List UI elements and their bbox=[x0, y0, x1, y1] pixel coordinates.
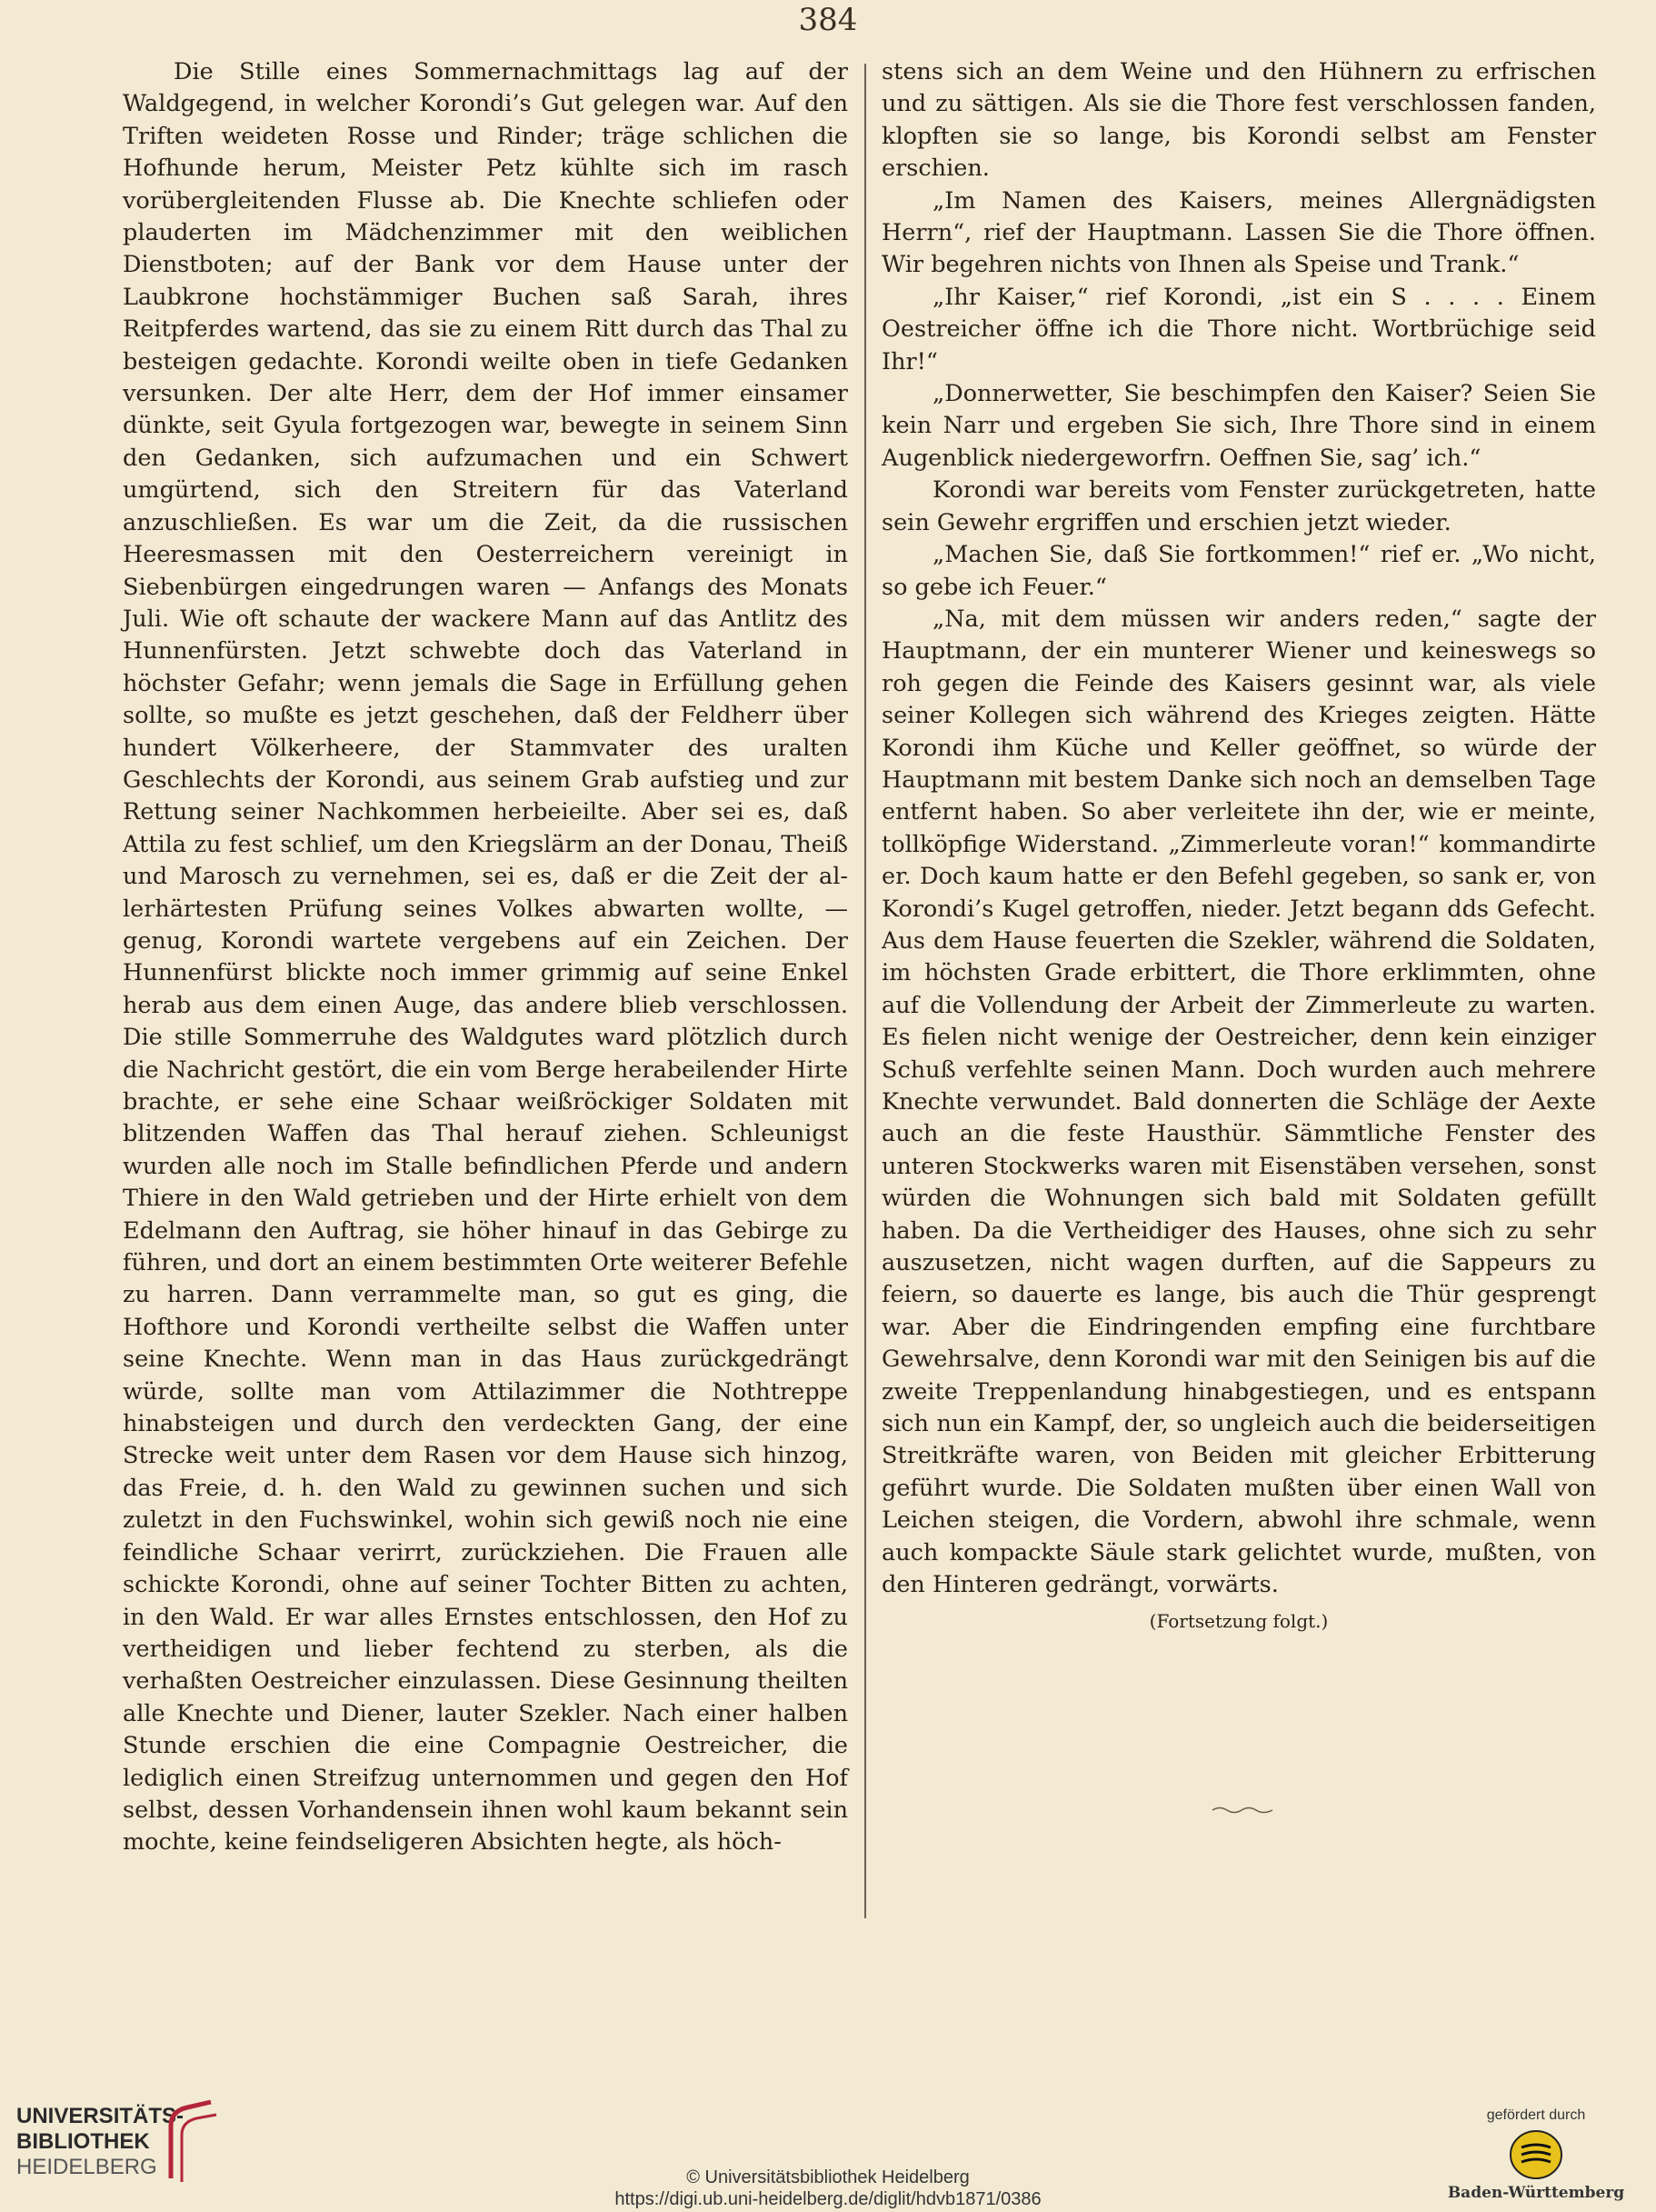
paragraph: „Ihr Kaiser,“ rief Korondi, „ist ein S . . . . Einem Oestreicher öffne ich die Thore nicht. Wortbrüchige seid Ihr!“ bbox=[882, 283, 1596, 375]
footer-credits bbox=[0, 2167, 1656, 2210]
paragraph: „Na, mit dem müssen wir anders reden,“ sagte der Hauptmann, der ein munterer Wiener und keineswegs so roh gegen die Feinde des Kaisers gesinnt war, als viele seiner Kollegen sich während des Krieges zeigten. Hätte Korondi ihm Küche und Keller geöffnet, so würde der Hauptmann mit bestem Danke sich noch an demselben Tage entfernt haben. So aber verleitete ihn der, wie er meinte, tollköpfige Widerstand. „Zimmerleute voran!“ kommandirte er. Doch kaum hatte er den Befehl gegeben, so sank er, von Korondi’s Kugel getroffen, nieder. Jetzt begann dds Gefecht. Aus dem Hause feuerten die Szekler, während die Soldaten, im höchsten Grade erbittert, die Thore erklimmten, ohne auf die Vollendung der Arbeit der Zimmerleute zu warten. Es fielen nicht wenige der Oestreicher, denn kein einziger Schuß verfehlte seinen Mann. Doch wurden auch mehrere Knechte verwundet. Bald donnerten die Schläge der Aexte auch an die feste Hausthür. Sämmtliche Fenster des unteren Stockwerks waren mit Eisenstäben versehen, sonst würden die Wohnungen sich bald mit Soldaten gefüllt haben. Da die Vertheidiger des Hauses, ohne sich zu sehr auszusetzen, nicht wagen durften, auf die Sappeurs zu feiern, so dauerte es lange, bis auch die Thür gesprengt war. Aber die Eindringenden empfing eine furchtbare Gewehrsalve, denn Korondi war mit den Seinigen bis auf die zweite Treppenlandung hinabgestiegen, und es entspann sich nun ein Kampf, der, so ungleich auch die beiderseitigen Streitkräfte waren, von Beiden mit gleicher Erbitterung geführt wurde. Die Soldaten mußten über einen Wall von Leichen steigen, die Vordern, abwohl ihre schmale, wenn auch kompackte Säule stark gelichtet wurde, mußten, von den Hinteren gedrängt, vorwärts. bbox=[882, 605, 1596, 1599]
paragraph: Die Stille eines Sommernachmittags lag auf der Waldgegend, in welcher Korondi’s Gut gelegen war. Auf den Triften weideten Rosse und Rinder; träge schlichen die Hofhunde herum, Meister Petz kühlte sich im rasch vorübergleitenden Flusse ab. Die Knechte schliefen oder plauderten im Mädchenzimmer mit den weiblichen Dienstboten; auf der Bank vor dem Hause unter der Laubkrone hochstämmiger Buchen saß Sarah, ihres Reitpferdes wartend, das sie zu einem Ritt durch das Thal zu besteigen gedachte. Korondi weilte oben in tiefe Gedanken versunken. Der alte Herr, dem der Hof immer einsamer dünkte, seit Gyula fortgezogen war, bewegte in seinem Sinn den Gedanken, sich aufzumachen und ein Schwert umgürtend, sich den Streitern für das Vaterland anzuschließen. Es war um die Zeit, da die russischen Heeresmassen mit den Oesterreichern vereinigt in Siebenbürgen eingedrungen waren — Anfangs des Monats Juli. Wie oft schaute der wackere Mann auf das Antlitz des Hunnenfürsten. Jetzt schwebte doch das Vaterland in höchster Gefahr; wenn jemals die Sage in Erfüllung gehen sollte, so mußte es jetzt geschehen, daß der Feldherr über hundert Völkerheere, der Stammvater des uralten Geschlechts der Korondi, aus seinem Grab aufstieg und zur Rettung seiner Nachkommen herbeieilte. Aber sei es, daß Attila zu fest schlief, um den Kriegslärm an der Donau, Theiß und Marosch zu vernehmen, sei es, daß er die Zeit der allerhärtesten Prüfung seines Volkes abwarten wollte, — genug, Korondi wartete vergebens auf ein Zeichen. Der Hunnenfürst blickte noch immer grimmig auf seine Enkel herab aus dem einen Auge, das andere blieb verschlossen. Die stille Sommerruhe des Waldgutes ward plötzlich durch die Nachricht gestört, die ein vom Berge herabeilender Hirte brachte, er sehe eine Schaar weißröckiger Soldaten mit blitzenden Waffen das Thal herauf ziehen. Schleunigst wurden alle noch im Stalle befindlichen Pferde und andern Thiere in den Wald getrieben und der Hirte erhielt von dem Edelmann den Auftrag, sie höher hinauf in das Gebirge zu führen, und dort an einem bestimmten Orte weiterer Befehle zu harren. Dann verrammelte man, so gut es ging, die Hofthore und Korondi vertheilte selbst die Waffen unter seine Knechte. Wenn man in das Haus zurückgedrängt würde, sollte man vom Attilazimmer die Nothtreppe hinabsteigen und durch den verdeckten Gang, der eine Strecke weit unter dem Rasen vor dem Hause sich hinzog, das Freie, d. h. den Wald zu gewinnen suchen und sich zuletzt in den Fuchswinkel, wohin sich gewiß noch nie eine feindliche Schaar verirrt, zurückziehen. Die Frauen alle schickte Korondi, ohne auf seiner Tochter Bitten zu achten, in den Wald. Er war alles Ernstes entschlossen, den Hof zu vertheidigen und lieber fechtend zu sterben, als die verhaßten Oestreicher einzulassen. Diese Gesinnung theilten alle Knechte und Diener, lauter Szekler. Nach einer halben Stunde erschien die eine Compagnie Oestreicher, die lediglich einen Streifzug unternommen und gegen den Hof selbst, dessen Vorhandensein ihnen wohl kaum bekannt sein mochte, keine feindseligeren Absichten hegte, als höch- bbox=[123, 58, 848, 1857]
right-column bbox=[882, 56, 1596, 1637]
state-coat-of-arms-icon bbox=[1509, 2129, 1563, 2180]
paragraph: „Machen Sie, daß Sie fortkommen!“ rief er. „Wo nicht, so gebe ich Feuer.“ bbox=[882, 541, 1596, 601]
paragraph: Korondi war bereits vom Fenster zurückgetreten, hatte sein Gewehr ergriffen und erschien jetzt wieder. bbox=[882, 476, 1596, 536]
funded-by-label: gefördert durch bbox=[1486, 2107, 1586, 2123]
state-name: Baden-Württemberg bbox=[1447, 2184, 1625, 2202]
continuation-note: (Fortsetzung folgt.) bbox=[1149, 1609, 1329, 1632]
column-divider bbox=[864, 64, 866, 1918]
copyright-text: © Universitätsbibliothek Heidelberg bbox=[686, 2167, 970, 2187]
library-name-line: UNIVERSITÄTS- bbox=[16, 2104, 185, 2128]
source-url-link[interactable]: https://digi.ub.uni-heidelberg.de/diglit/hdvb1871/0386 bbox=[614, 2189, 1042, 2209]
funding-badge[interactable] bbox=[1445, 2107, 1627, 2202]
left-column bbox=[123, 56, 848, 1859]
paragraph: „Im Namen des Kaisers, meines Allergnädigsten Herrn“, rief der Hauptmann. Lassen Sie die Thore öffnen. Wir begehren nichts von Ihnen als Speise und Trank.“ bbox=[882, 186, 1596, 279]
library-name-line: HEIDELBERG bbox=[16, 2155, 157, 2179]
page-number: 384 bbox=[798, 2, 858, 38]
ornament-divider bbox=[1211, 1805, 1274, 1814]
library-name-line: BIBLIOTHEK bbox=[16, 2129, 150, 2154]
paragraph: stens sich an dem Weine und den Hühnern zu erfrischen und zu sättigen. Als sie die Thore fest verschlossen fanden, klopften sie so lange, bis Korondi selbst am Fenster erschien. bbox=[882, 58, 1596, 183]
paragraph: „Donnerwetter, Sie beschimpfen den Kaiser? Seien Sie kein Narr und ergeben Sie sich, Ihre Thore sind in einem Augenblick niedergeworfrn. Oeffnen Sie, sag’ ich.“ bbox=[882, 380, 1596, 472]
